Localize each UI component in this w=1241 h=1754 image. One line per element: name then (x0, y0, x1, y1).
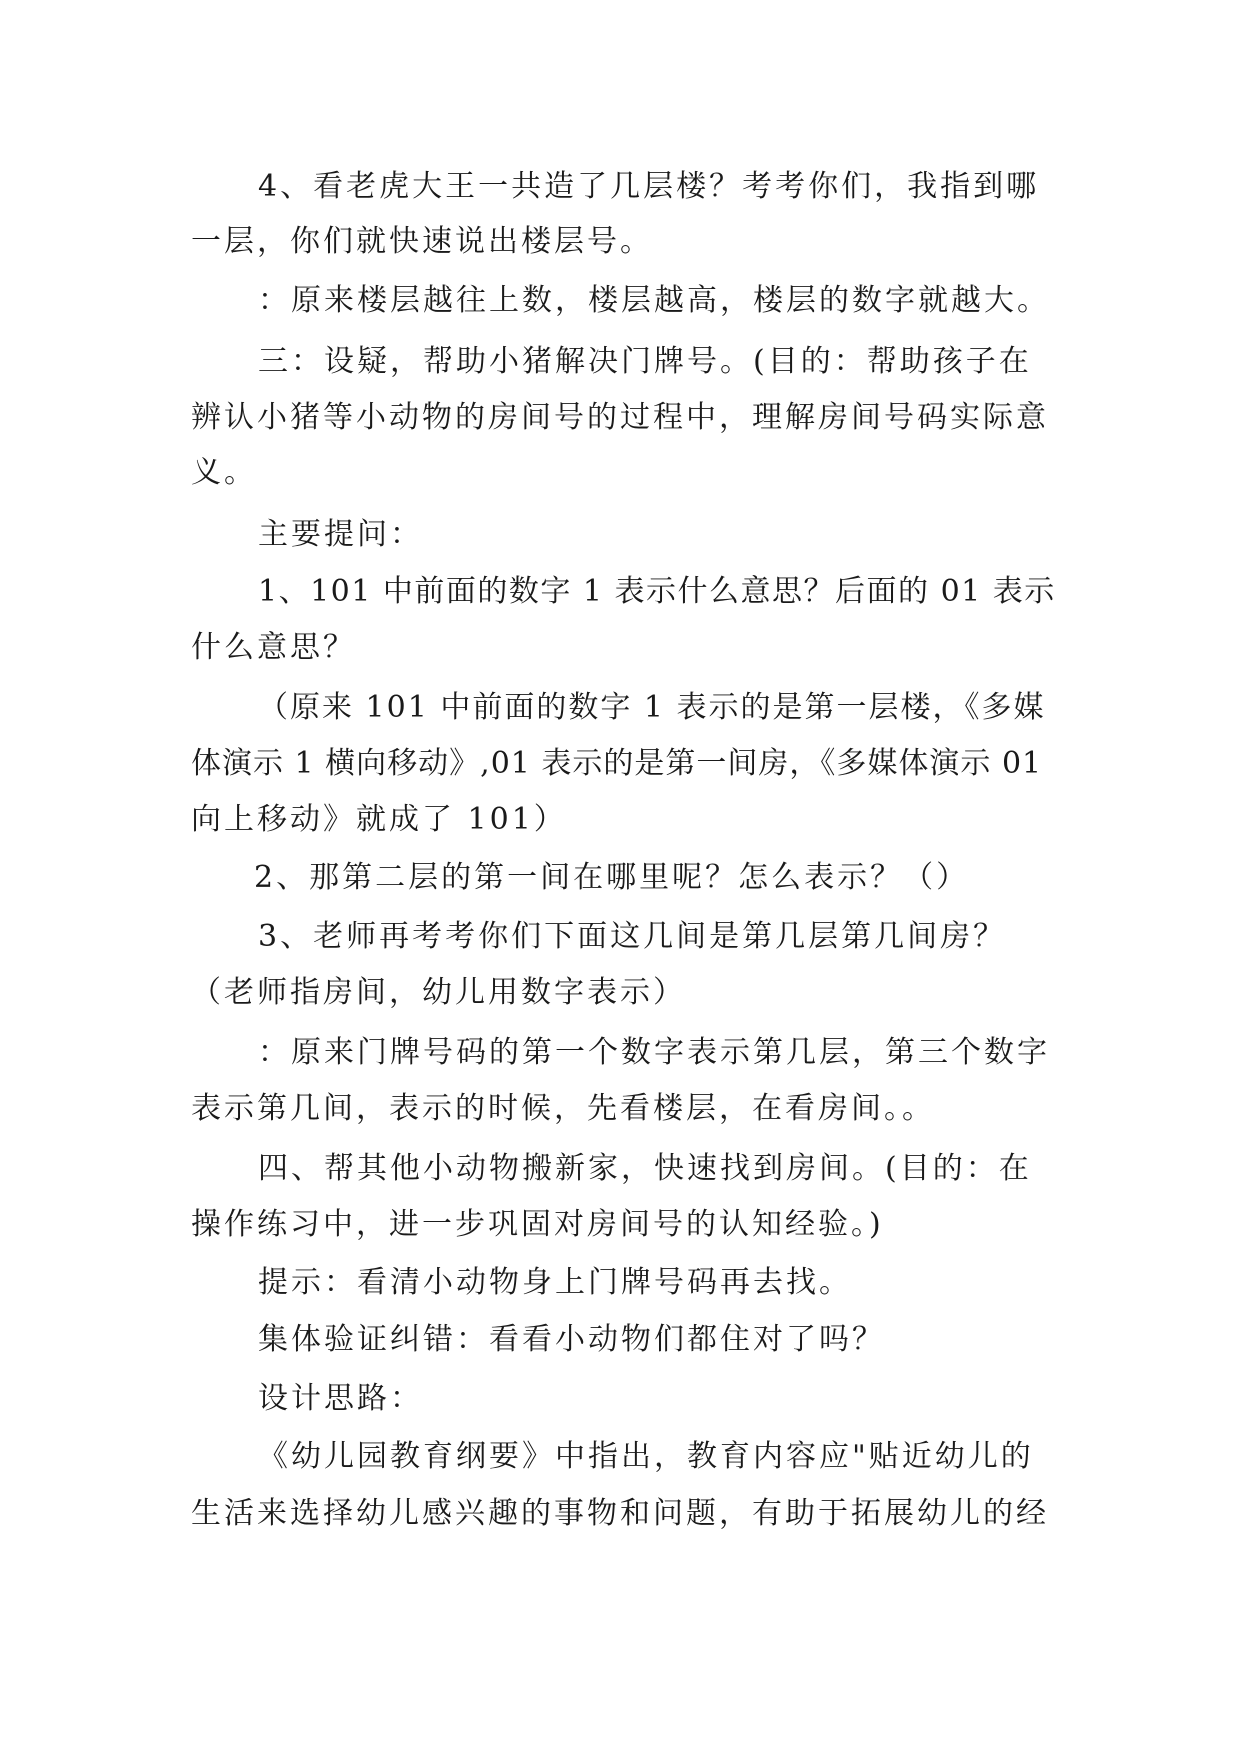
text-line: 体演示 1 横向移动》,01 表示的是第一间房，《多媒体演示 01 (191, 746, 1043, 781)
text-line: 表示第几间，表示的时候，先看楼层，在看房间。。 (191, 1091, 935, 1126)
text-line: （老师指房间，幼儿用数字表示） (191, 975, 686, 1010)
text-line: 三：设疑，帮助小猪解决门牌号。(目的：帮助孩子在 (258, 344, 1032, 379)
text-line: ：原来门牌号码的第一个数字表示第几层，第三个数字 (258, 1035, 1050, 1070)
text-line: 义。 (191, 455, 257, 490)
text-line: 一层，你们就快速说出楼层号。 (191, 224, 653, 259)
text-line: 操作练习中，进一步巩固对房间号的认知经验。) (191, 1207, 884, 1242)
text-line: 辨认小猪等小动物的房间号的过程中，理解房间号码实际意 (191, 400, 1049, 435)
text-line: ：原来楼层越往上数，楼层越高，楼层的数字就越大。 (258, 283, 1050, 318)
text-line: 《幼儿园教育纲要》中指出，教育内容应"贴近幼儿的 (258, 1439, 1034, 1474)
text-line: 3、老师再考考你们下面这几间是第几层第几间房？ (258, 919, 1007, 954)
text-line: 主要提问： (258, 517, 423, 552)
text-line: 向上移动》就成了 101） (191, 802, 567, 837)
text-line: 4、看老虎大王一共造了几层楼？考考你们，我指到哪 (258, 169, 1040, 204)
text-line: 生活来选择幼儿感兴趣的事物和问题，有助于拓展幼儿的经 (191, 1496, 1049, 1531)
text-line: 四、帮其他小动物搬新家，快速找到房间。(目的：在 (258, 1151, 1032, 1186)
text-line: 提示：看清小动物身上门牌号码再去找。 (258, 1265, 852, 1300)
text-line: （原来 101 中前面的数字 1 表示的是第一层楼，《多媒 (258, 690, 1046, 725)
text-line: 2、那第二层的第一间在哪里呢？怎么表示？（） (254, 860, 970, 895)
text-line: 什么意思？ (191, 630, 356, 665)
text-line: 1、101 中前面的数字 1 表示什么意思？后面的 01 表示 (258, 574, 1056, 609)
text-line: 集体验证纠错：看看小动物们都住对了吗？ (258, 1322, 885, 1357)
text-line: 设计思路： (258, 1381, 423, 1416)
